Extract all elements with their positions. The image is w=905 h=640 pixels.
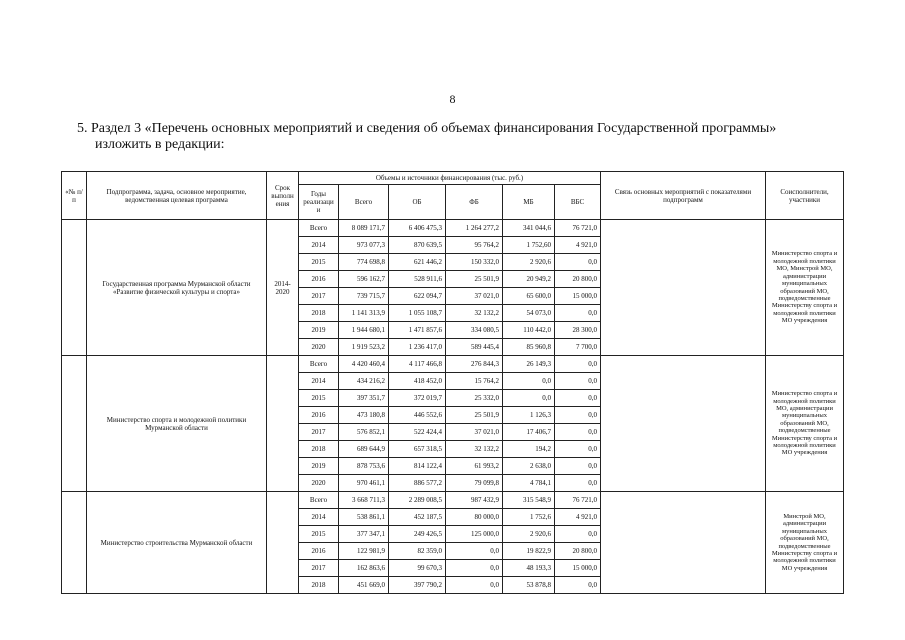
cell-ob: 622 094,7 [389,288,446,305]
executors-cell: Минстрой МО, администрации муниципальных образований МО, подведомственные Министерству спорта и молодежной политики МО учреждения [766,492,844,594]
cell-ob: 2 289 008,5 [389,492,446,509]
indicator-link-cell [601,492,766,594]
cell-year: Всего [299,220,339,237]
cell-fb: 80 000,0 [446,509,503,526]
cell-year: 2014 [299,373,339,390]
cell-mb: 2 920,6 [503,526,555,543]
header-name: Подпрограмма, задача, основное мероприятие, ведомственная целевая программа [87,172,267,220]
cell-mb: 341 044,6 [503,220,555,237]
cell-fb: 589 445,4 [446,339,503,356]
cell-total: 4 420 460,4 [339,356,389,373]
cell-year: 2016 [299,543,339,560]
cell-total: 878 753,6 [339,458,389,475]
cell-fb: 15 764,2 [446,373,503,390]
cell-year: 2017 [299,560,339,577]
cell-vbs: 0,0 [555,441,601,458]
indicator-link-cell [601,220,766,356]
header-ob: ОБ [389,185,446,220]
cell-total: 774 698,8 [339,254,389,271]
cell-total: 1 919 523,2 [339,339,389,356]
cell-vbs: 4 921,0 [555,237,601,254]
cell-total: 538 861,1 [339,509,389,526]
cell-year: 2020 [299,339,339,356]
cell-fb: 0,0 [446,560,503,577]
cell-ob: 1 055 108,7 [389,305,446,322]
cell-ob: 528 911,6 [389,271,446,288]
cell-ob: 82 359,0 [389,543,446,560]
indicator-link-cell [601,356,766,492]
cell-year: 2017 [299,424,339,441]
executors-cell: Министерство спорта и молодежной политики МО, Минстрой МО, администрации муниципальных образований МО, подведомственные Министерству спорта и молодежной политики МО учреждения [766,220,844,356]
cell-ob: 870 639,5 [389,237,446,254]
cell-ob: 657 318,5 [389,441,446,458]
program-term [267,492,299,594]
cell-vbs: 15 000,0 [555,288,601,305]
header-vbs: ВБС [555,185,601,220]
cell-fb: 0,0 [446,577,503,594]
cell-vbs: 0,0 [555,424,601,441]
header-years: Годы реализаци и [299,185,339,220]
cell-mb: 2 920,6 [503,254,555,271]
cell-year: 2018 [299,577,339,594]
cell-total: 576 852,1 [339,424,389,441]
cell-mb: 26 149,3 [503,356,555,373]
cell-fb: 334 080,5 [446,322,503,339]
cell-mb: 315 548,9 [503,492,555,509]
cell-fb: 37 021,0 [446,424,503,441]
cell-year: Всего [299,492,339,509]
cell-fb: 987 432,9 [446,492,503,509]
cell-mb: 1 126,3 [503,407,555,424]
cell-fb: 25 501,9 [446,407,503,424]
cell-ob: 814 122,4 [389,458,446,475]
cell-total: 451 669,0 [339,577,389,594]
cell-year: 2015 [299,254,339,271]
cell-total: 162 863,6 [339,560,389,577]
cell-mb: 54 073,0 [503,305,555,322]
cell-total: 596 162,7 [339,271,389,288]
cell-mb: 17 406,7 [503,424,555,441]
cell-total: 1 944 680,1 [339,322,389,339]
header-link: Связь основных мероприятий с показателями подпрограмм [601,172,766,220]
cell-total: 739 715,7 [339,288,389,305]
program-name: Государственная программа Мурманской области «Развитие физической культуры и спорта» [87,220,267,356]
cell-vbs: 0,0 [555,356,601,373]
cell-total: 3 668 711,3 [339,492,389,509]
cell-fb: 25 332,0 [446,390,503,407]
cell-vbs: 0,0 [555,390,601,407]
program-term: 2014-2020 [267,220,299,356]
cell-ob: 522 424,4 [389,424,446,441]
cell-fb: 37 021,0 [446,288,503,305]
row-number-cell [62,492,87,594]
row-number-cell [62,220,87,356]
cell-year: 2014 [299,237,339,254]
cell-ob: 249 426,5 [389,526,446,543]
header-num: «№ п/п [62,172,87,220]
cell-vbs: 0,0 [555,254,601,271]
program-term [267,356,299,492]
cell-mb: 53 878,8 [503,577,555,594]
cell-vbs: 7 700,0 [555,339,601,356]
cell-ob: 1 236 417,0 [389,339,446,356]
table-row [62,492,844,509]
cell-fb: 25 501,9 [446,271,503,288]
program-name: Министерство спорта и молодежной политики Мурманской области [87,356,267,492]
cell-year: 2020 [299,475,339,492]
cell-ob: 886 577,2 [389,475,446,492]
cell-vbs: 15 000,0 [555,560,601,577]
cell-total: 434 216,2 [339,373,389,390]
section-heading [77,121,857,153]
cell-year: 2018 [299,441,339,458]
cell-year: Всего [299,356,339,373]
cell-total: 973 077,3 [339,237,389,254]
cell-total: 377 347,1 [339,526,389,543]
cell-mb: 85 960,8 [503,339,555,356]
cell-total: 397 351,7 [339,390,389,407]
cell-mb: 194,2 [503,441,555,458]
cell-mb: 1 752,60 [503,237,555,254]
cell-year: 2019 [299,458,339,475]
cell-year: 2015 [299,526,339,543]
header-term: Срок выполн ения [267,172,299,220]
cell-mb: 0,0 [503,390,555,407]
cell-ob: 1 471 857,6 [389,322,446,339]
cell-vbs: 0,0 [555,475,601,492]
table-row [62,356,844,373]
cell-year: 2016 [299,271,339,288]
cell-total: 473 180,8 [339,407,389,424]
cell-vbs: 76 721,0 [555,220,601,237]
cell-ob: 99 670,3 [389,560,446,577]
cell-fb: 1 264 277,2 [446,220,503,237]
cell-mb: 0,0 [503,373,555,390]
cell-ob: 397 790,2 [389,577,446,594]
page-number: 8 [449,92,456,106]
cell-fb: 125 000,0 [446,526,503,543]
cell-total: 122 981,9 [339,543,389,560]
cell-vbs: 20 800,0 [555,543,601,560]
cell-vbs: 0,0 [555,373,601,390]
cell-total: 689 644,9 [339,441,389,458]
cell-vbs: 0,0 [555,526,601,543]
header-mb: МБ [503,185,555,220]
cell-mb: 4 784,1 [503,475,555,492]
cell-mb: 1 752,6 [503,509,555,526]
cell-vbs: 0,0 [555,577,601,594]
cell-year: 2019 [299,322,339,339]
cell-mb: 65 600,0 [503,288,555,305]
cell-vbs: 0,0 [555,305,601,322]
heading-line-2: изложить в редакции: [95,137,225,152]
cell-fb: 0,0 [446,543,503,560]
cell-year: 2017 [299,288,339,305]
cell-mb: 19 822,9 [503,543,555,560]
cell-mb: 110 442,0 [503,322,555,339]
executors-cell: Министерство спорта и молодежной политики МО, администрации муниципальных образований МО, подведомственные Министерству спорта и молодежной политики МО учреждения [766,356,844,492]
cell-mb: 20 949,2 [503,271,555,288]
cell-ob: 4 117 466,8 [389,356,446,373]
cell-year: 2018 [299,305,339,322]
cell-year: 2015 [299,390,339,407]
cell-vbs: 76 721,0 [555,492,601,509]
cell-year: 2014 [299,509,339,526]
header-fb: ФБ [446,185,503,220]
program-name: Министерство строительства Мурманской области [87,492,267,594]
cell-ob: 372 019,7 [389,390,446,407]
header-total: Всего [339,185,389,220]
cell-vbs: 0,0 [555,407,601,424]
cell-ob: 452 187,5 [389,509,446,526]
cell-fb: 32 132,2 [446,305,503,322]
cell-vbs: 4 921,0 [555,509,601,526]
table-row [62,220,844,237]
cell-mb: 48 193,3 [503,560,555,577]
header-executors: Соисполнители, участники [766,172,844,220]
cell-ob: 621 446,2 [389,254,446,271]
cell-fb: 32 132,2 [446,441,503,458]
cell-mb: 2 638,0 [503,458,555,475]
cell-year: 2016 [299,407,339,424]
cell-fb: 276 844,3 [446,356,503,373]
cell-fb: 79 099,8 [446,475,503,492]
cell-ob: 418 452,0 [389,373,446,390]
row-number-cell [62,356,87,492]
header-funding: Объемы и источники финансирования (тыс. руб.) [299,172,601,185]
cell-fb: 61 993,2 [446,458,503,475]
cell-ob: 6 406 475,3 [389,220,446,237]
financing-table [61,171,844,594]
cell-fb: 95 764,2 [446,237,503,254]
cell-total: 8 089 171,7 [339,220,389,237]
cell-vbs: 0,0 [555,458,601,475]
heading-line-1: 5. Раздел 3 «Перечень основных мероприятий и сведения об объемах финансирования Государственной программы» [77,121,777,136]
cell-ob: 446 552,6 [389,407,446,424]
cell-vbs: 28 300,0 [555,322,601,339]
cell-vbs: 20 800,0 [555,271,601,288]
cell-fb: 150 332,0 [446,254,503,271]
cell-total: 970 461,1 [339,475,389,492]
cell-total: 1 141 313,9 [339,305,389,322]
